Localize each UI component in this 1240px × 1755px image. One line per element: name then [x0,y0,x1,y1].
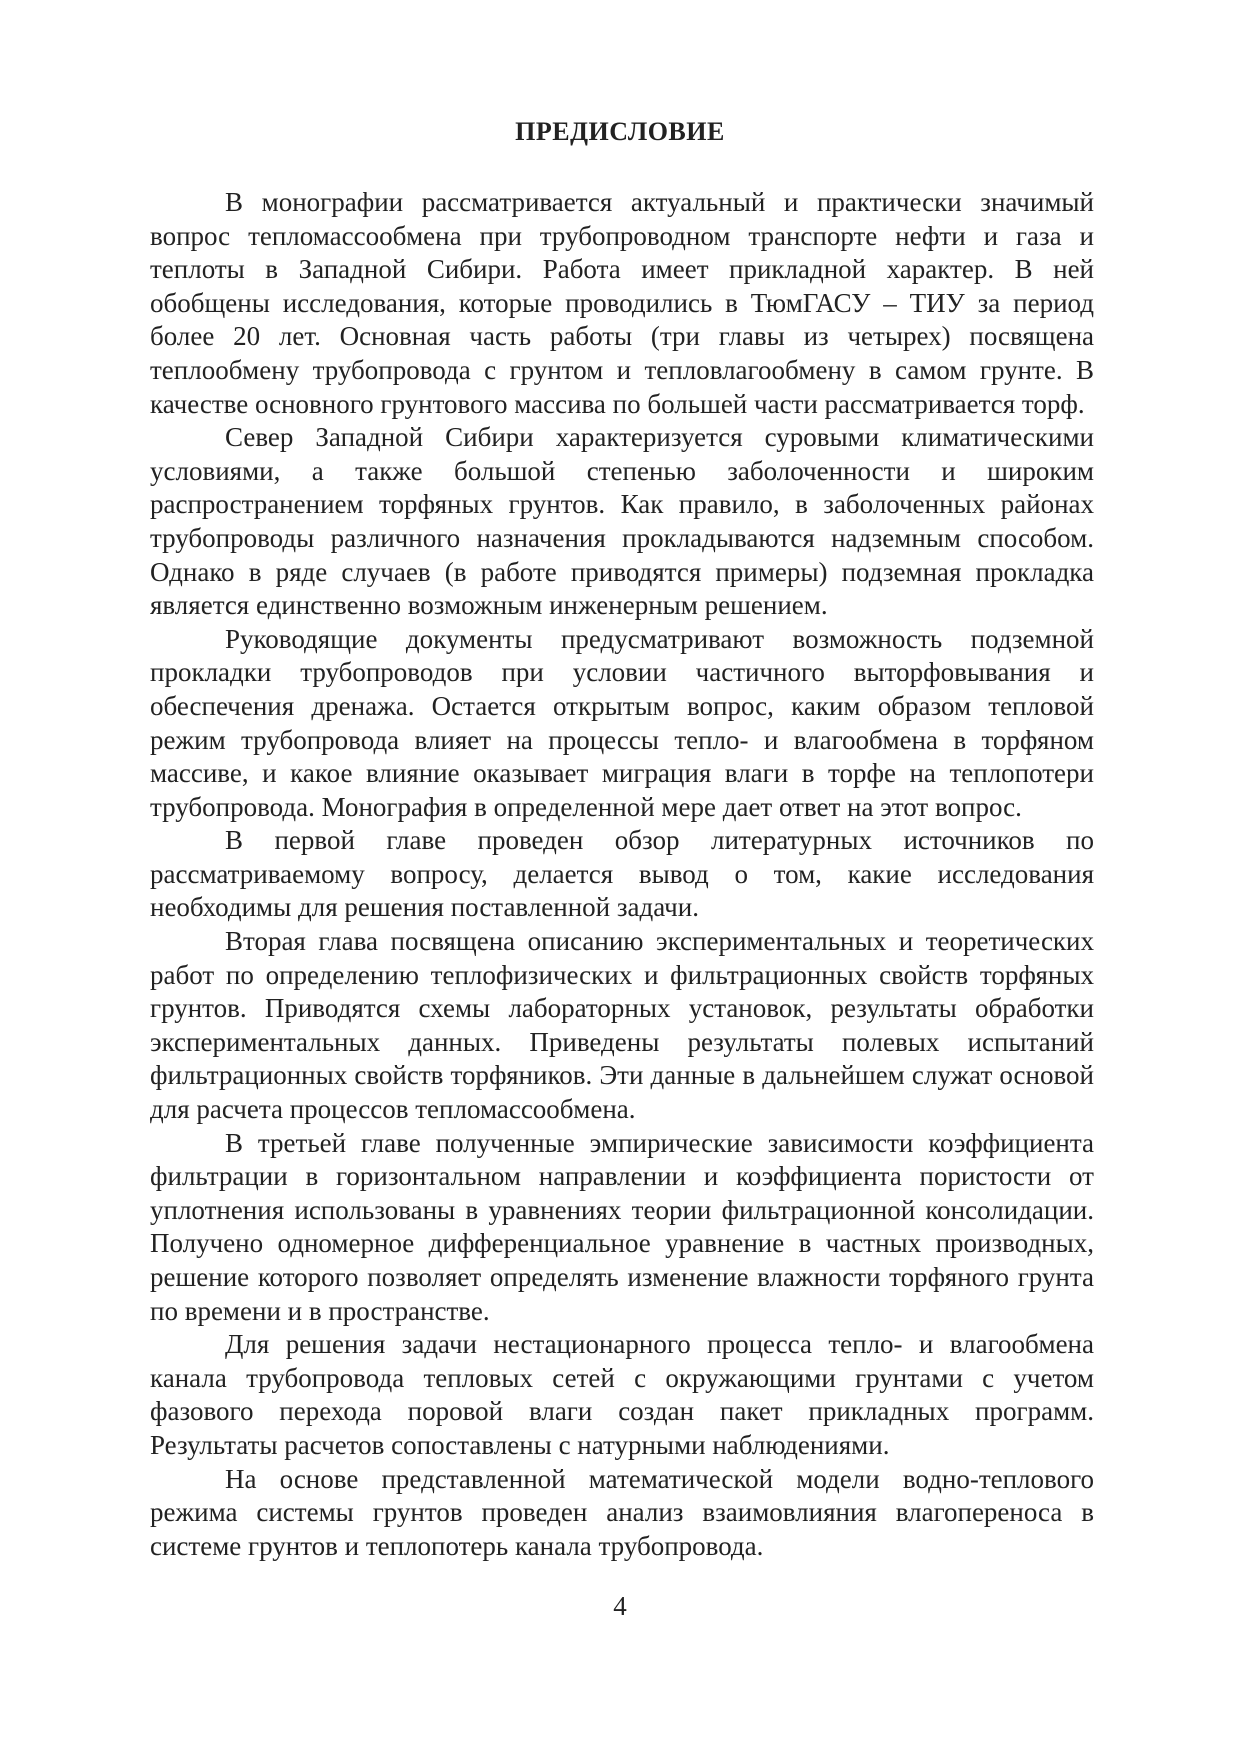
paragraph-6: В третьей главе полученные эмпирические зависимости коэффициента фильтрации в горизонтальном направлении и коэффициента пористости от уплотнения использованы в уравнениях теории фильтрационной консолидации. Получено одномерное дифференциальное уравнение в частных производных, решение которого позволяет определять изменение влажности торфяного грунта по времени и в пространстве. [150,1127,1094,1326]
paragraph-3: Руководящие документы предусматривают возможность подземной прокладки трубопроводов при условии частичного выторфовывания и обеспечения дренажа. Остается открытым вопрос, каким образом тепловой режим трубопровода влияет на процессы тепло- и влагообмена в торфяном массиве, и какое влияние оказывает миграция влаги в торфе на теплопотери трубопровода. Монография в определенной мере дает ответ на этот вопрос. [150,623,1094,822]
paragraph-2: Север Западной Сибири характеризуется суровыми климатическими условиями, а также большой степенью заболоченности и широким распространением торфяных грунтов. Как правило, в заболоченных районах трубопроводы различного назначения прокладываются надземным способом. Однако в ряде случаев (в работе приводятся примеры) подземная прокладка является единственно возможным инженерным решением. [150,422,1094,621]
paragraph-8: На основе представленной математической модели водно-теплового режима системы грунтов проведен анализ взаимовлияния влагопереноса в системе грунтов и теплопотерь канала трубопровода. [150,1463,1094,1561]
paragraph-1: В монографии рассматривается актуальный и практически значимый вопрос тепломассообмена при трубопроводном транспорте нефти и газа и теплоты в Западной Сибири. Работа имеет прикладной характер. В ней обобщены исследования, которые проводились в ТюмГАСУ – ТИУ за период более 20 лет. Основная часть работы (три главы из четырех) посвящена теплообмену трубопровода с грунтом и тепловлагообмену в самом грунте. В качестве основного грунтового массива по большей части рассматривается торф. [150,187,1094,419]
section-title: ПРЕДИСЛОВИЕ [515,117,725,146]
paragraph-7: Для решения задачи нестационарного процесса тепло- и влагообмена канала трубопровода тепловых сетей с окружающими грунтами с учетом фазового перехода поровой влаги создан пакет прикладных программ. Результаты расчетов сопоставлены с натурными наблюдениями. [150,1329,1094,1460]
paragraph-4: В первой главе проведен обзор литературных источников по рассматриваемому вопросу, делается вывод о том, какие исследования необходимы для решения поставленной задачи. [150,825,1094,923]
body-text [150,186,1094,1563]
page-number: 4 [613,1591,627,1621]
paragraph-5: Вторая глава посвящена описанию экспериментальных и теоретических работ по определению теплофизических и фильтрационных свойств торфяных грунтов. Приводятся схемы лабораторных установок, результаты обработки экспериментальных данных. Приведены результаты полевых испытаний фильтрационных свойств торфяников. Эти данные в дальнейшем служат основой для расчета процессов тепломассообмена. [150,926,1094,1125]
